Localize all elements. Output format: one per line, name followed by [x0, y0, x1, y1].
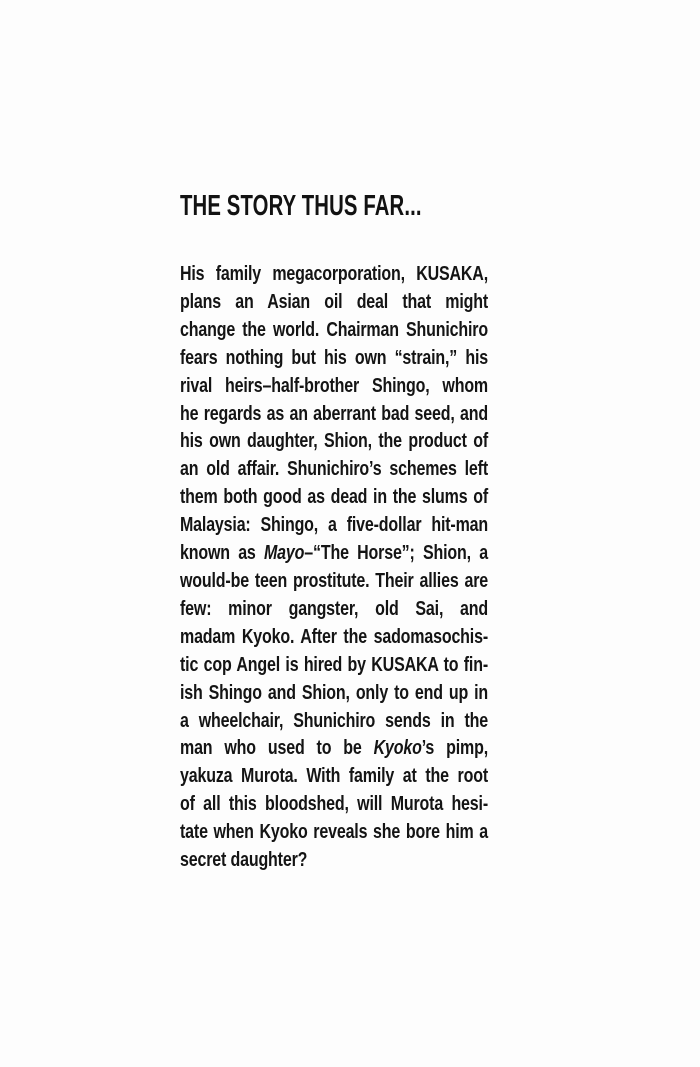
page-title: THE STORY THUS FAR...: [180, 190, 422, 222]
paragraph-line: [180, 512, 488, 540]
text-segment: tate when Kyoko reveals she bore him a: [180, 821, 488, 844]
text-segment: would-be teen prostitute. Their allies are: [180, 569, 488, 592]
paragraph-line: [180, 763, 488, 791]
paragraph-line: [180, 317, 488, 345]
text-segment: His family megacorporation, KUSAKA,: [180, 263, 488, 285]
paragraph-line: [180, 847, 488, 875]
text-segment: ’s pimp,: [421, 737, 488, 760]
text-segment: his own daughter, Shion, the product of: [180, 430, 488, 453]
paragraph-line: [180, 261, 488, 289]
paragraph-line: [180, 624, 488, 652]
text-segment: them both good as dead in the slums of: [180, 486, 488, 509]
text-segment: ish Shingo and Shion, only to end up in: [180, 681, 488, 704]
paragraph-line: [180, 596, 488, 624]
paragraph-line: [180, 345, 488, 373]
text-segment: plans an Asian oil deal that might: [180, 290, 488, 313]
text-segment: of all this bloodshed, will Murota hesi-: [180, 793, 488, 816]
text-segment: man who used to be: [180, 737, 374, 760]
text-segment: an old affair. Shunichiro’s schemes left: [180, 458, 488, 481]
paragraph-line: [180, 791, 488, 819]
paragraph-line: [180, 373, 488, 401]
text-segment: yakuza Murota. With family at the root: [180, 765, 488, 788]
paragraph-line: [180, 568, 488, 596]
text-segment: known as: [180, 542, 264, 565]
text-segment: Kyoko: [373, 737, 422, 760]
text-segment: Mayo: [264, 542, 305, 565]
paragraph-line: [180, 652, 488, 680]
paragraph-line: [180, 428, 488, 456]
text-segment: fears nothing but his own “strain,” his: [180, 346, 488, 369]
text-segment: madam Kyoko. After the sadomasochis-: [180, 625, 488, 648]
story-paragraph: [180, 261, 488, 875]
paragraph-line: [180, 708, 488, 736]
text-segment: he regards as an aberrant bad seed, and: [180, 402, 488, 425]
text-segment: Malaysia: Shingo, a five-dollar hit-man: [180, 514, 488, 537]
text-segment: secret daughter?: [180, 849, 308, 872]
paragraph-line: [180, 540, 488, 568]
paragraph-line: [180, 484, 488, 512]
paragraph-line: [180, 289, 488, 317]
paragraph-line: [180, 735, 488, 763]
text-segment: –“The Horse”; Shion, a: [304, 542, 489, 565]
paragraph-line: [180, 401, 488, 429]
text-segment: a wheelchair, Shunichiro sends in the: [180, 709, 488, 732]
text-segment: rival heirs–half-brother Shingo, whom: [180, 374, 488, 397]
text-segment: change the world. Chairman Shunichiro: [180, 318, 488, 341]
paragraph-line: [180, 819, 488, 847]
paragraph-line: [180, 680, 488, 708]
paragraph-line: [180, 456, 488, 484]
text-segment: tic cop Angel is hired by KUSAKA to fin-: [180, 653, 488, 676]
text-segment: few: minor gangster, old Sai, and: [180, 597, 488, 620]
